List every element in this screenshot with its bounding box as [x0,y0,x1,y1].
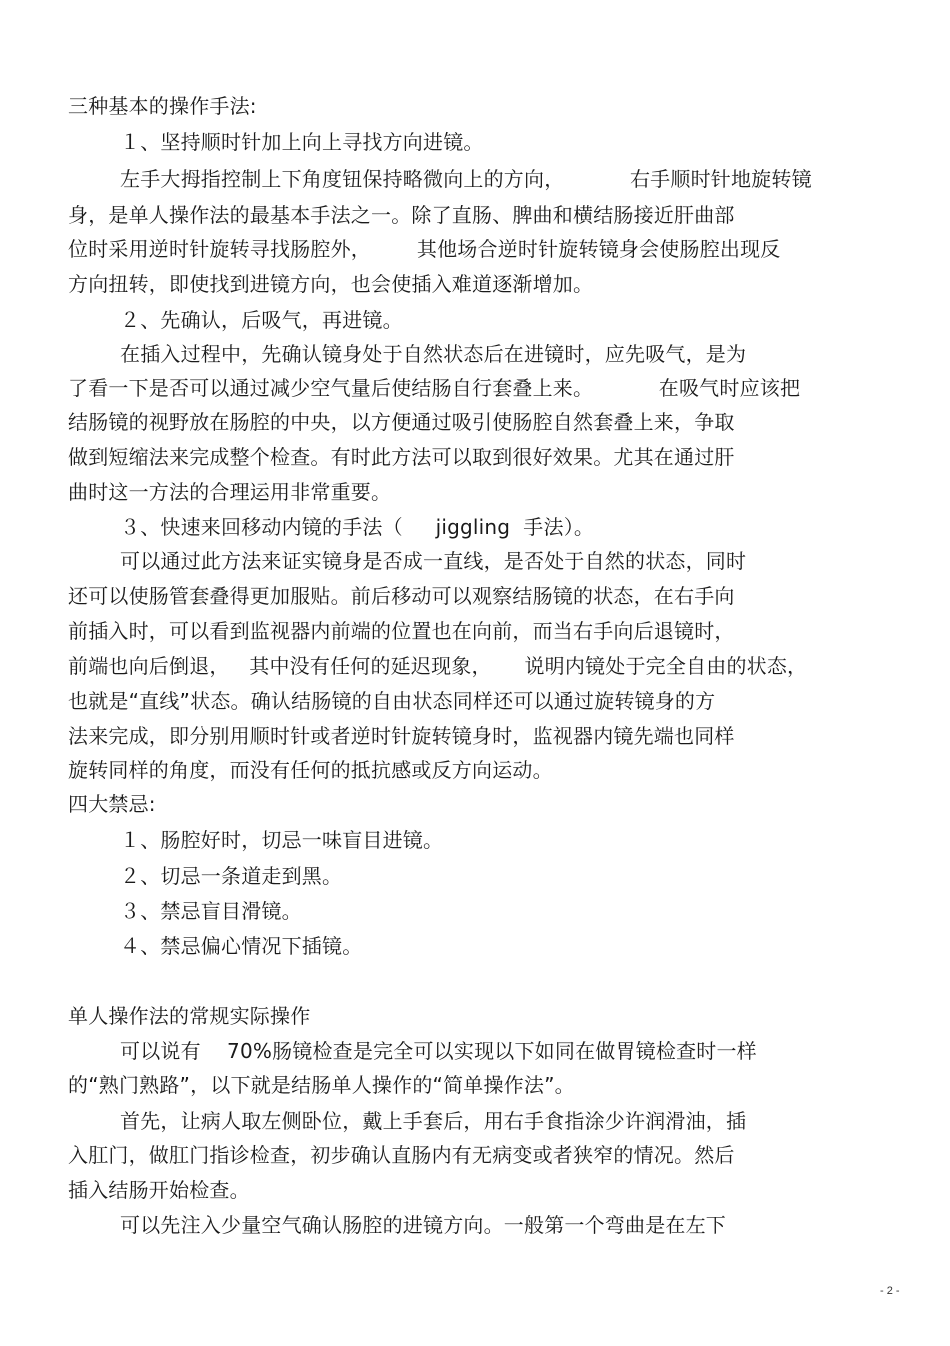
taboo-item-3: ３、禁忌盲目滑镜。 [120,899,302,923]
paragraph-line: 前插入时，可以看到监视器内前端的位置也在向前，而当右手向后退镜时， [68,619,735,643]
paragraph-line: 结肠镜的视野放在肠腔的中央，以方便通过吸引使肠腔自然套叠上来，争取 [68,410,735,434]
paragraph-line: 可以说有 70%肠镜检查是完全可以实现以下如同在做胃镜检查时一样 [120,1039,757,1063]
paragraph-line: 旋转同样的角度，而没有任何的抵抗感或反方向运动。 [68,758,553,782]
paragraph-line: 首先，让病人取左侧卧位，戴上手套后，用右手食指涂少许润滑油，插 [120,1109,747,1133]
page-number: - 2 - [880,1285,900,1297]
paragraph-line: 位时采用逆时针旋转寻找肠腔外， 其他场合逆时针旋转镜身会使肠腔出现反 [68,237,781,261]
paragraph-line: 做到短缩法来完成整个检查。有时此方法可以取到很好效果。尤其在通过肝 [68,445,735,469]
paragraph-line: 左手大拇指控制上下角度钮保持略微向上的方向， 右手顺时针地旋转镜 [120,167,812,191]
taboo-item-1: １、肠腔好时，切忌一味盲目进镜。 [120,828,444,852]
paragraph-line: 身，是单人操作法的最基本手法之一。除了直肠、脾曲和横结肠接近肝曲部 [68,203,735,227]
paragraph-line: 可以先注入少量空气确认肠腔的进镜方向。一般第一个弯曲是在左下 [120,1213,726,1237]
paragraph-line: 曲时这一方法的合理运用非常重要。 [68,480,392,504]
paragraph-line: 入肛门，做肛门指诊检查，初步确认直肠内有无病变或者狭窄的情况。然后 [68,1143,735,1167]
paragraph-line: 可以通过此方法来证实镜身是否成一直线，是否处于自然的状态，同时 [120,549,747,573]
taboo-item-2: ２、切忌一条道走到黑。 [120,864,343,888]
paragraph-line: 在插入过程中，先确认镜身处于自然状态后在进镜时，应先吸气，是为 [120,342,747,366]
item-technique-2: ２、先确认，后吸气，再进镜。 [120,308,403,332]
paragraph-line: 方向扭转，即使找到进镜方向，也会使插入难道逐渐增加。 [68,272,594,296]
heading-single-operator: 单人操作法的常规实际操作 [68,1004,311,1028]
paragraph-line: 的“熟门熟路”，以下就是结肠单人操作的“简单操作法”。 [68,1073,575,1097]
taboo-item-4: ４、禁忌偏心情况下插镜。 [120,934,363,958]
paragraph-line: 也就是“直线”状态。确认结肠镜的自由状态同样还可以通过旋转镜身的方 [68,689,716,713]
item-technique-3: ３、快速来回移动内镜的手法（ jiggling 手法）。 [120,515,595,539]
paragraph-line: 还可以使肠管套叠得更加服贴。前后移动可以观察结肠镜的状态，在右手向 [68,584,735,608]
paragraph-line: 插入结肠开始检查。 [68,1178,250,1202]
paragraph-line: 了看一下是否可以通过减少空气量后使结肠自行套叠上来。 在吸气时应该把 [68,376,801,400]
paragraph-line: 法来完成，即分别用顺时针或者逆时针旋转镜身时，监视器内镜先端也同样 [68,724,735,748]
paragraph-line: 前端也向后倒退， 其中没有任何的延迟现象， 说明内镜处于完全自由的状态， [68,654,808,678]
heading-three-techniques: 三种基本的操作手法: [68,94,257,118]
item-technique-1: １、坚持顺时针加上向上寻找方向进镜。 [120,130,484,154]
heading-four-taboos: 四大禁忌: [68,792,156,816]
